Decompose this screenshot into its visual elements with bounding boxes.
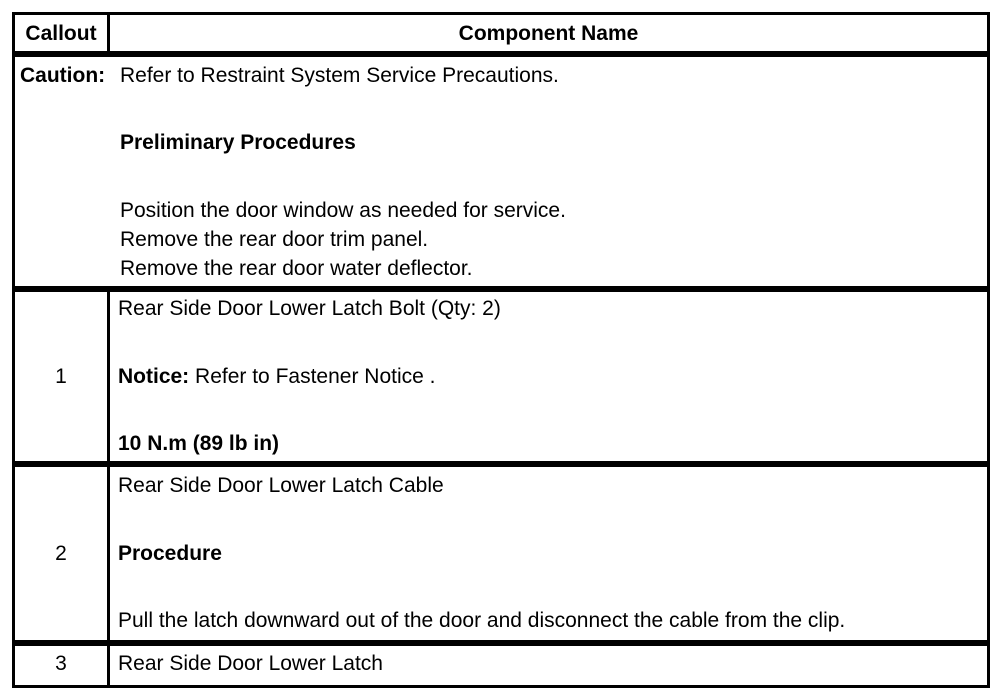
row-1-torque: 10 N.m (89 lb in) <box>118 432 280 455</box>
header-callout: Callout <box>25 22 97 45</box>
preliminary-step: Remove the rear door trim panel. <box>120 228 429 251</box>
row-3-callout: 3 <box>55 652 67 675</box>
header-component-name: Component Name <box>458 22 639 45</box>
caution-text: Refer to Restraint System Service Precautions. <box>120 64 559 87</box>
row-3-component-name: Rear Side Door Lower Latch <box>118 652 383 675</box>
row-1-component-name: Rear Side Door Lower Latch Bolt (Qty: 2) <box>118 297 501 320</box>
row-2-callout: 2 <box>55 542 67 565</box>
row-2-procedure-text: Pull the latch downward out of the door and disconnect the cable from the clip. <box>118 609 846 632</box>
component-table <box>12 12 990 688</box>
preliminary-cell <box>12 54 990 289</box>
row-1-callout: 1 <box>55 365 67 388</box>
caution-label: Caution: <box>20 64 106 87</box>
notice-text: Refer to Fastener Notice . <box>195 365 436 388</box>
preliminary-title: Preliminary Procedures <box>120 131 356 154</box>
preliminary-step: Position the door window as needed for service. <box>120 199 566 222</box>
row-1-notice <box>118 365 435 389</box>
row-2-procedure-title: Procedure <box>118 542 222 565</box>
preliminary-step: Remove the rear door water deflector. <box>120 257 473 280</box>
notice-label: Notice: <box>118 365 190 388</box>
row-2-component-name: Rear Side Door Lower Latch Cable <box>118 474 444 497</box>
